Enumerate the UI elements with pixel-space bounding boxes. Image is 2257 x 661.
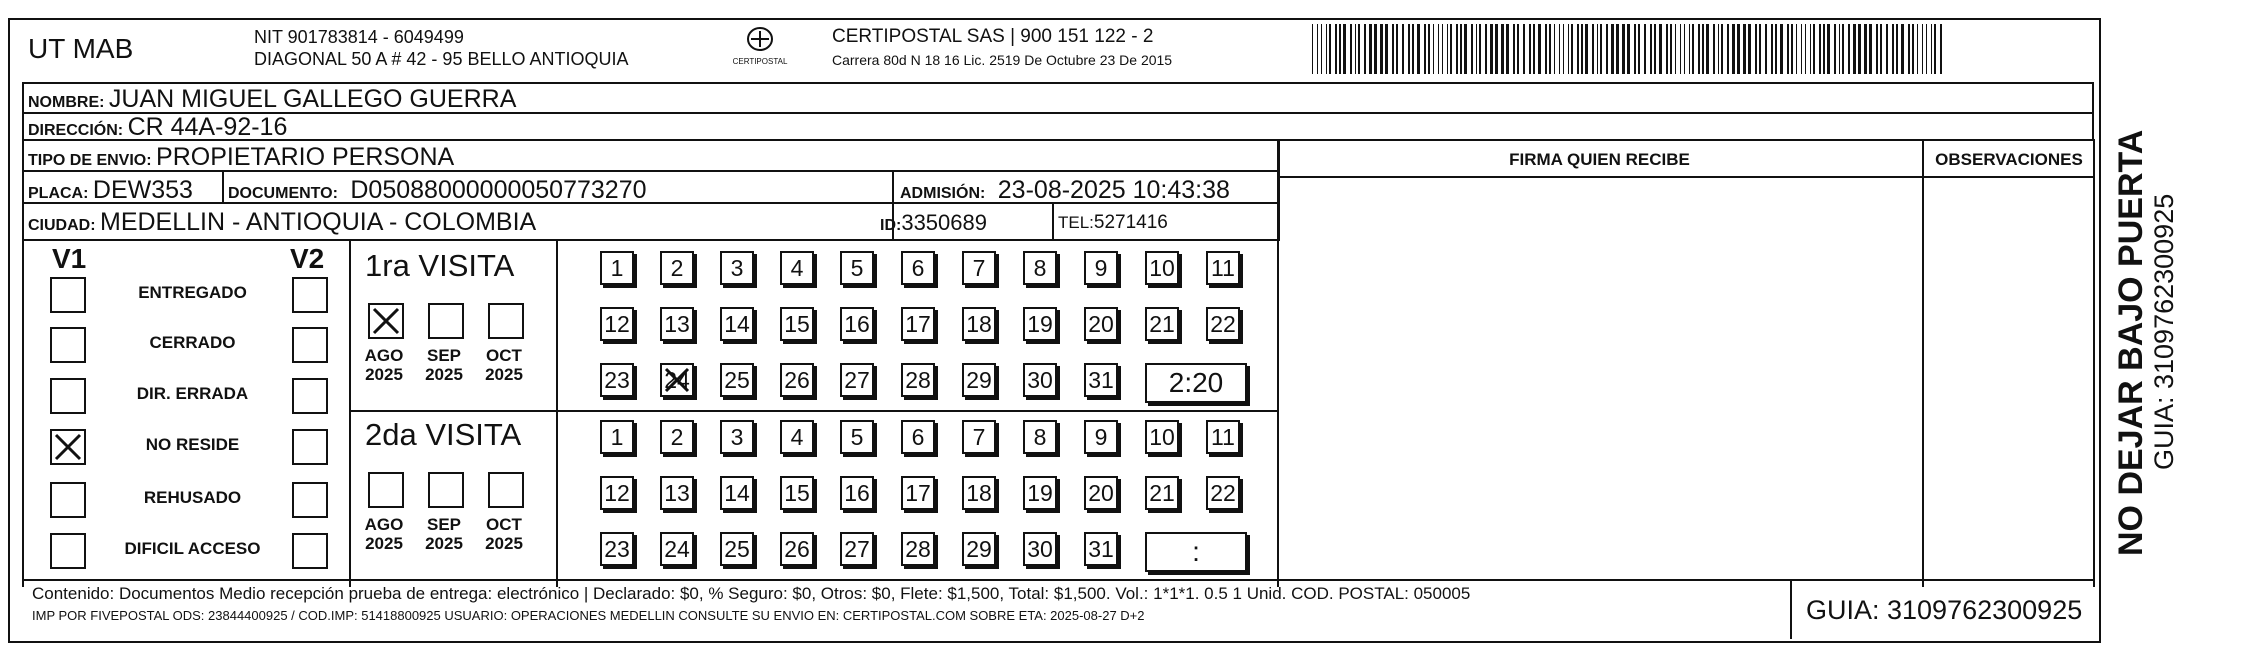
ciudad-row	[28, 208, 536, 237]
day-number: 6	[911, 424, 925, 450]
day-box[interactable]	[1145, 476, 1179, 510]
day-box[interactable]	[660, 532, 694, 566]
day-box[interactable]	[840, 476, 874, 510]
day-number: 10	[1149, 424, 1175, 450]
day-box[interactable]	[901, 363, 935, 397]
status-label: DIFICIL ACCESO	[124, 539, 261, 558]
day-number: 2	[670, 255, 684, 281]
day-box[interactable]	[1023, 532, 1057, 566]
courier-title: CERTIPOSTAL SAS | 900 151 122 - 2	[832, 26, 1154, 47]
month-name: SEP	[426, 346, 462, 365]
day-box[interactable]	[780, 420, 814, 454]
placa-label: PLACA:	[28, 185, 89, 202]
month-year: 2025	[365, 365, 403, 384]
day-number: 27	[844, 367, 870, 393]
day-number: 9	[1094, 255, 1108, 281]
day-number: 16	[844, 480, 870, 506]
day-number: 24	[664, 536, 690, 562]
nombre-row	[28, 85, 516, 114]
day-box[interactable]	[780, 363, 814, 397]
day-box[interactable]	[901, 251, 935, 285]
documento-label: DOCUMENTO:	[228, 185, 338, 202]
day-number: 28	[905, 367, 931, 393]
month-divider	[556, 241, 558, 587]
month-name: OCT	[486, 346, 522, 365]
day-box[interactable]	[660, 363, 694, 397]
tel-label: TEL:	[1058, 213, 1094, 232]
v2-checkbox[interactable]	[292, 378, 328, 414]
tel-row	[1058, 212, 1168, 234]
day-number: 3	[730, 424, 744, 450]
day-box[interactable]	[720, 363, 754, 397]
day-number: 17	[905, 480, 931, 506]
day-number: 3	[730, 255, 744, 281]
day-number: 14	[724, 311, 750, 337]
footer-top-line	[22, 579, 2095, 581]
day-box[interactable]	[840, 307, 874, 341]
day-number: 15	[784, 311, 810, 337]
month-name: SEP	[426, 515, 462, 534]
month-checkbox[interactable]	[368, 303, 404, 339]
day-box[interactable]	[720, 251, 754, 285]
v2-checkbox[interactable]	[292, 533, 328, 569]
day-number: 28	[905, 536, 931, 562]
admision-label: ADMISIÓN:	[900, 185, 986, 202]
day-box[interactable]	[660, 420, 694, 454]
status-label: REHUSADO	[143, 488, 242, 507]
side-text	[2112, 104, 2179, 556]
month-label	[419, 515, 469, 553]
day-box[interactable]	[1023, 307, 1057, 341]
day-box[interactable]	[600, 476, 634, 510]
v1-checkbox[interactable]	[50, 429, 86, 465]
courier-logo-text: CERTIPOSTAL	[732, 57, 788, 66]
v1-checkbox[interactable]	[50, 277, 86, 313]
month-checkbox[interactable]	[488, 472, 524, 508]
day-number: 5	[850, 255, 864, 281]
day-number: 4	[790, 255, 804, 281]
day-number: 14	[724, 480, 750, 506]
tipo-value: PROPIETARIO PERSONA	[156, 143, 455, 171]
day-number: 23	[604, 536, 630, 562]
day-box[interactable]	[1206, 251, 1240, 285]
visit-title: 2da VISITA	[365, 417, 522, 452]
v2-checkbox[interactable]	[292, 482, 328, 518]
day-number: 24	[664, 367, 690, 393]
direccion-label: DIRECCIÓN:	[28, 122, 124, 139]
day-number: 12	[604, 311, 630, 337]
documento-value: D05088000000050773270	[350, 176, 647, 204]
firma-label: FIRMA QUIEN RECIBE	[1509, 150, 1690, 169]
admision-value: 23-08-2025 10:43:38	[997, 176, 1230, 204]
time-box[interactable]: 2:20	[1145, 363, 1247, 403]
month-name: AGO	[364, 515, 404, 534]
day-box[interactable]	[720, 476, 754, 510]
day-number: 11	[1211, 255, 1235, 281]
month-year: 2025	[425, 365, 463, 384]
day-box[interactable]	[600, 251, 634, 285]
side-guia: GUIA: 3109762300925	[2149, 193, 2179, 470]
day-number: 13	[664, 311, 690, 337]
day-box[interactable]	[1206, 476, 1240, 510]
visit-divider	[349, 410, 1279, 412]
day-box[interactable]	[1084, 532, 1118, 566]
day-box[interactable]	[901, 307, 935, 341]
day-number: 21	[1149, 480, 1175, 506]
status-left-border	[22, 241, 24, 587]
month-checkbox[interactable]	[488, 303, 524, 339]
placa-row	[28, 176, 193, 205]
obs-divider	[1922, 139, 1924, 587]
status-divider	[349, 241, 351, 587]
month-label	[359, 515, 409, 553]
obs-right-border	[2093, 139, 2095, 587]
v1-checkbox[interactable]	[50, 327, 86, 363]
day-number: 27	[844, 536, 870, 562]
firma-header-line	[1277, 176, 2095, 178]
admision-row	[900, 176, 1230, 205]
ciudad-label: CIUDAD:	[28, 217, 96, 234]
day-number: 8	[1033, 255, 1047, 281]
day-number: 25	[724, 536, 750, 562]
day-box[interactable]	[901, 420, 935, 454]
firma-divider	[1277, 139, 1279, 587]
day-box[interactable]	[660, 251, 694, 285]
day-number: 8	[1033, 424, 1047, 450]
day-number: 30	[1027, 367, 1053, 393]
month-year: 2025	[485, 534, 523, 553]
day-box[interactable]	[780, 476, 814, 510]
day-number: 5	[850, 424, 864, 450]
day-box[interactable]	[840, 532, 874, 566]
courier-license: Carrera 80d N 18 16 Lic. 2519 De Octubre 23 De 2015	[832, 52, 1173, 68]
day-number: 17	[905, 311, 931, 337]
footer-guia: GUIA: 3109762300925	[1806, 595, 2083, 625]
month-label	[419, 346, 469, 384]
day-number: 15	[784, 480, 810, 506]
id-row	[880, 210, 987, 236]
v1-checkbox[interactable]	[50, 533, 86, 569]
ciudad-value: MEDELLIN - ANTIOQUIA - COLOMBIA	[100, 208, 537, 236]
day-box[interactable]	[1084, 363, 1118, 397]
month-checkbox[interactable]	[428, 472, 464, 508]
v2-checkbox[interactable]	[292, 429, 328, 465]
day-box[interactable]	[600, 420, 634, 454]
day-number: 7	[972, 255, 986, 281]
id-label: ID:	[880, 217, 902, 234]
day-number: 30	[1027, 536, 1053, 562]
day-box[interactable]	[1084, 251, 1118, 285]
day-box[interactable]	[1084, 420, 1118, 454]
day-box[interactable]	[901, 476, 935, 510]
day-box[interactable]	[962, 476, 996, 510]
day-number: 16	[844, 311, 870, 337]
day-number: 26	[784, 367, 810, 393]
day-box[interactable]	[962, 251, 996, 285]
day-number: 29	[966, 536, 992, 562]
day-number: 26	[784, 536, 810, 562]
day-number: 21	[1149, 311, 1175, 337]
day-number: 23	[604, 367, 630, 393]
day-number: 13	[664, 480, 690, 506]
tipo-label: TIPO DE ENVIO:	[28, 152, 152, 169]
day-box[interactable]	[962, 307, 996, 341]
month-year: 2025	[485, 365, 523, 384]
day-box[interactable]	[840, 363, 874, 397]
day-box[interactable]	[780, 307, 814, 341]
day-box[interactable]	[600, 307, 634, 341]
courier-logo-icon	[745, 26, 775, 52]
day-box[interactable]	[962, 363, 996, 397]
courier-logo	[730, 26, 790, 70]
company-nit: NIT 901783814 - 6049499	[254, 27, 464, 47]
day-box[interactable]	[600, 532, 634, 566]
status-label: ENTREGADO	[138, 283, 247, 302]
day-box[interactable]	[1145, 251, 1179, 285]
day-box[interactable]	[962, 420, 996, 454]
day-box[interactable]	[780, 251, 814, 285]
day-box[interactable]	[1145, 420, 1179, 454]
footer-guia-divider	[1790, 579, 1792, 639]
month-checkbox[interactable]	[428, 303, 464, 339]
month-label	[479, 515, 529, 553]
day-number: 6	[911, 255, 925, 281]
placa-value: DEW353	[92, 176, 193, 204]
day-number: 20	[1088, 311, 1114, 337]
v2-checkbox[interactable]	[292, 327, 328, 363]
day-box[interactable]	[1145, 307, 1179, 341]
direccion-row	[28, 113, 287, 142]
month-label	[479, 346, 529, 384]
day-box[interactable]	[901, 532, 935, 566]
month-year: 2025	[425, 534, 463, 553]
day-number: 7	[972, 424, 986, 450]
day-box[interactable]	[600, 363, 634, 397]
day-box[interactable]	[1023, 363, 1057, 397]
day-number: 31	[1088, 536, 1114, 562]
day-number: 4	[790, 424, 804, 450]
footer-line1: Contenido: Documentos Medio recepción prueba de entrega: electrónico | Declarado: $0, % Seguro: $0, Otros: $0, Flete: $1,500, Total: $1,500. Vol.: 1*1*1. 0.5 1 Unid. COD. POSTAL: 050005	[32, 584, 1471, 603]
day-number: 19	[1027, 311, 1053, 337]
day-number: 18	[966, 311, 992, 337]
direccion-value: CR 44A-92-16	[127, 113, 288, 141]
status-label: DIR. ERRADA	[136, 384, 249, 403]
nombre-value: JUAN MIGUEL GALLEGO GUERRA	[108, 85, 517, 113]
day-box[interactable]	[720, 420, 754, 454]
tel-value: 5271416	[1093, 212, 1168, 233]
v1-label: V1	[52, 243, 87, 274]
day-number: 1	[610, 255, 624, 281]
day-number: 10	[1149, 255, 1175, 281]
day-box[interactable]	[840, 420, 874, 454]
month-year: 2025	[365, 534, 403, 553]
day-number: 1	[610, 424, 624, 450]
day-box[interactable]	[962, 532, 996, 566]
v2-checkbox[interactable]	[292, 277, 328, 313]
day-number: 19	[1027, 480, 1053, 506]
day-box[interactable]	[780, 532, 814, 566]
company-name: UT MAB	[28, 33, 134, 64]
day-number: 22	[1210, 311, 1236, 337]
day-box[interactable]	[720, 532, 754, 566]
day-box[interactable]	[840, 251, 874, 285]
day-number: 25	[724, 367, 750, 393]
day-number: 22	[1210, 480, 1236, 506]
day-number: 2	[670, 424, 684, 450]
day-number: 18	[966, 480, 992, 506]
side-warning: NO DEJAR BAJO PUERTA	[2112, 129, 2150, 556]
day-number: 31	[1088, 367, 1114, 393]
footer-line2: IMP POR FIVEPOSTAL ODS: 23844400925 / COD.IMP: 51418800925 USUARIO: OPERACIONES MEDELLIN CONSULTE SU ENVIO EN: CERTIPOSTAL.COM SOBRE ETA: 2025-08-27 D+2	[32, 608, 1145, 623]
month-name: AGO	[364, 346, 404, 365]
month-label	[359, 346, 409, 384]
day-box[interactable]	[720, 307, 754, 341]
day-number: 12	[604, 480, 630, 506]
v1-checkbox[interactable]	[50, 378, 86, 414]
barcode	[1312, 24, 1948, 74]
day-box[interactable]	[1206, 420, 1240, 454]
time-box[interactable]: :	[1145, 532, 1247, 572]
day-box[interactable]	[1206, 307, 1240, 341]
day-box[interactable]	[1084, 476, 1118, 510]
day-number: 29	[966, 367, 992, 393]
company-address: DIAGONAL 50 A # 42 - 95 BELLO ANTIOQUIA	[254, 49, 629, 69]
month-checkbox[interactable]	[368, 472, 404, 508]
day-number: 20	[1088, 480, 1114, 506]
day-number: 9	[1094, 424, 1108, 450]
day-box[interactable]	[660, 476, 694, 510]
documento-row	[228, 176, 647, 205]
day-box[interactable]	[1023, 420, 1057, 454]
day-box[interactable]	[1084, 307, 1118, 341]
tipo-row	[28, 143, 454, 172]
observaciones-label: OBSERVACIONES	[1935, 150, 2083, 169]
day-box[interactable]	[660, 307, 694, 341]
status-label: CERRADO	[149, 333, 236, 352]
v2-label: V2	[290, 243, 325, 274]
nombre-label: NOMBRE:	[28, 94, 105, 111]
day-box[interactable]	[1023, 251, 1057, 285]
visit-title: 1ra VISITA	[365, 248, 515, 283]
day-number: 11	[1211, 424, 1235, 450]
v1-checkbox[interactable]	[50, 482, 86, 518]
month-name: OCT	[486, 515, 522, 534]
day-box[interactable]	[1023, 476, 1057, 510]
status-label: NO RESIDE	[145, 435, 240, 454]
id-value: 3350689	[901, 210, 987, 235]
